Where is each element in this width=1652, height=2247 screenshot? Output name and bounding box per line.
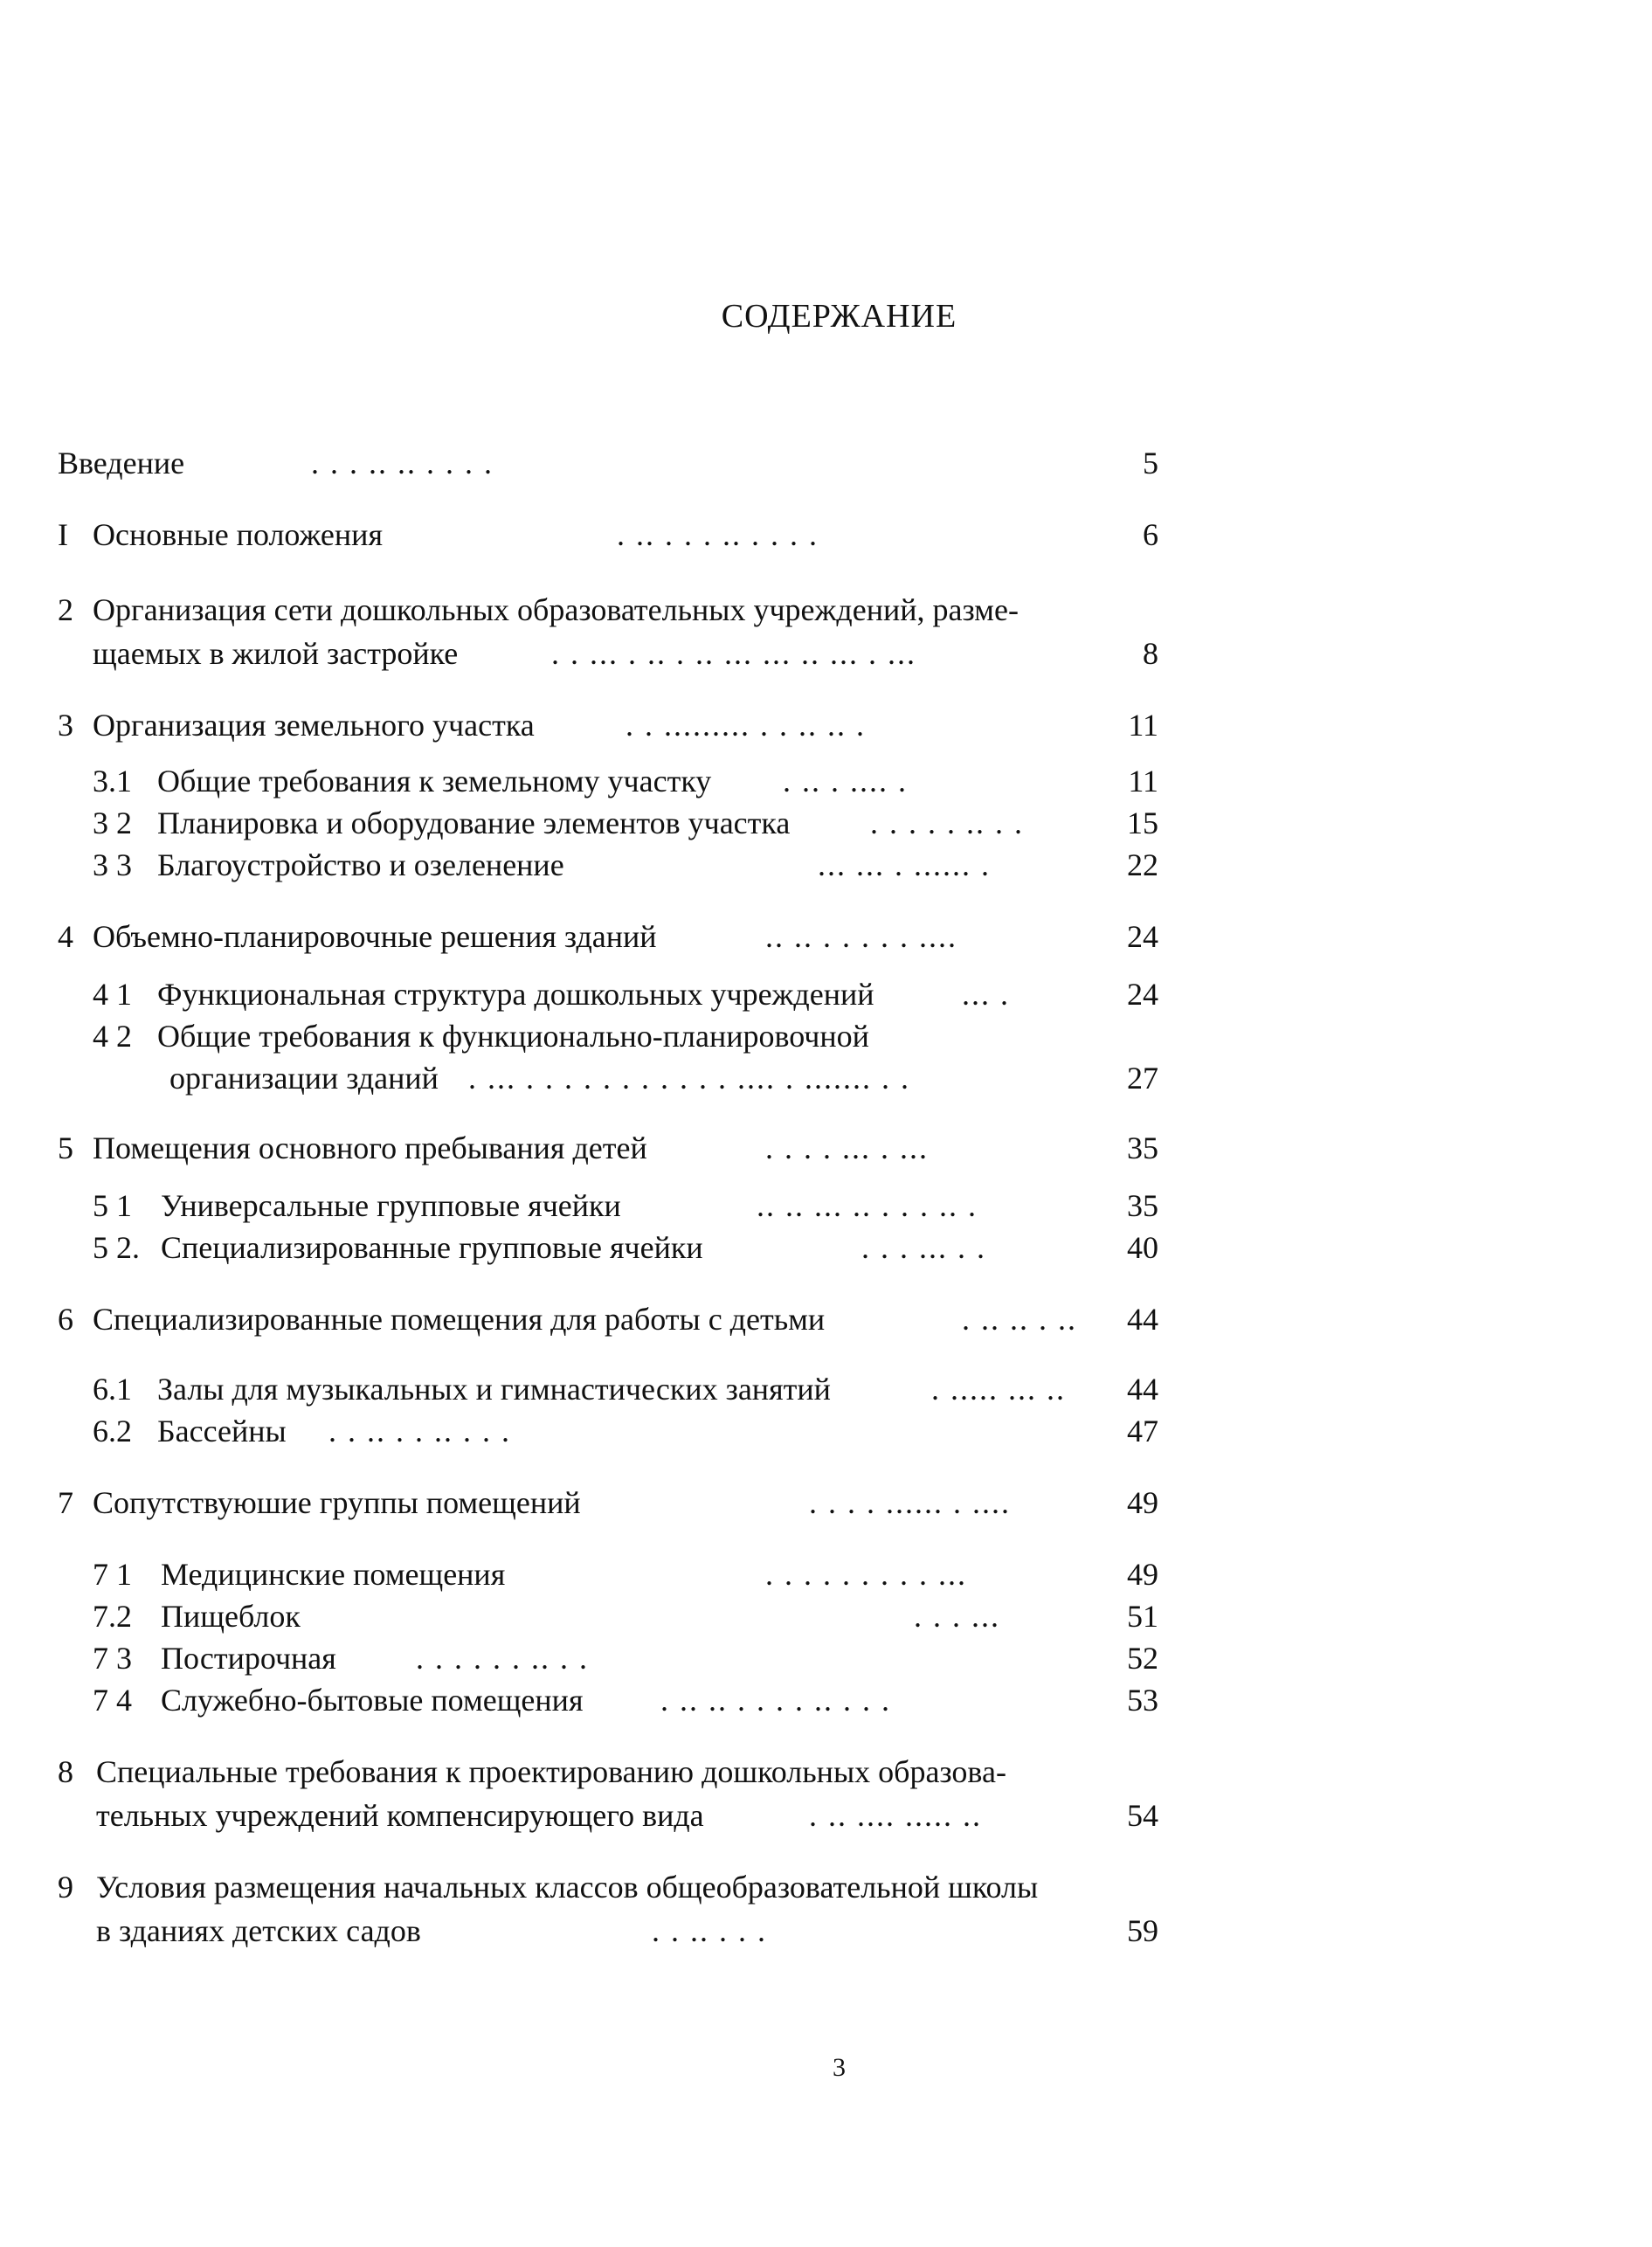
toc-entry-number: I <box>58 517 68 552</box>
toc-entry-text: Залы для музыкальных и гимнастических занятий <box>157 1372 831 1407</box>
toc-entry-page: 49 <box>1127 1557 1158 1592</box>
toc-entry-text: Планировка и оборудование элементов участка <box>157 805 791 840</box>
toc-entry[interactable] <box>58 1483 1176 1522</box>
toc-entry[interactable] <box>58 804 1176 842</box>
toc-entry-page: 8 <box>1143 636 1158 671</box>
toc-entry[interactable] <box>58 846 1176 884</box>
toc-entry[interactable] <box>58 1129 1176 1167</box>
toc-entry-number: 3.1 <box>93 764 132 799</box>
toc-entry-number: 4 1 <box>93 977 132 1012</box>
toc-entry-page: 47 <box>1127 1414 1158 1448</box>
toc-entry-text: Бассейны <box>157 1414 287 1448</box>
toc-entry-leader: . . . . . . . . . ... <box>765 1557 967 1592</box>
toc-entry-text: Функциональная структура дошкольных учреждений <box>157 977 874 1012</box>
toc-entry[interactable] <box>58 1681 1176 1719</box>
toc-entry-text: Помещения основного пребывания детей <box>93 1130 647 1165</box>
toc-entry-text: Введение <box>58 446 185 481</box>
toc-entry-number: 2 <box>58 592 73 627</box>
toc-entry[interactable] <box>58 1753 1176 1791</box>
toc-entry-page: 22 <box>1127 847 1158 882</box>
toc-entry-page: 44 <box>1127 1372 1158 1407</box>
toc-entry-text: Универсальные групповые ячейки <box>161 1188 621 1223</box>
toc-entry-text: Условия размещения начальных классов общеобразовательной школы <box>96 1870 1039 1905</box>
toc-entry-number: 7 1 <box>93 1557 132 1592</box>
toc-entry-text: Специализированные групповые ячейки <box>161 1230 703 1265</box>
toc-entry-number: 3 <box>58 708 73 743</box>
toc-entry-page: 35 <box>1127 1188 1158 1223</box>
toc-entry-text: Благоустройство и озеленение <box>157 847 564 882</box>
toc-entry-continuation[interactable] <box>58 634 1176 673</box>
toc-entry-number: 9 <box>58 1870 73 1905</box>
toc-entry-text: Основные положения <box>93 517 383 552</box>
toc-entry-leader: . .. .. . .. <box>962 1302 1077 1337</box>
toc-entry-text: в зданиях детских садов <box>96 1913 421 1948</box>
toc-entry-leader: .. .. ... .. . . . .. . <box>757 1188 978 1223</box>
toc-entry-number: 3 2 <box>93 805 132 840</box>
toc-entry-page: 49 <box>1127 1485 1158 1520</box>
toc-entry-continuation[interactable] <box>58 1059 1176 1097</box>
toc-entry-page: 11 <box>1128 764 1158 799</box>
toc-entry-number: 5 1 <box>93 1188 132 1223</box>
toc-entry-page: 59 <box>1127 1913 1158 1948</box>
toc-entry-number: 5 <box>58 1130 73 1165</box>
toc-entry-page: 24 <box>1127 977 1158 1012</box>
toc-entry-text: Пищеблок <box>161 1599 301 1634</box>
toc-entry-leader: . . . .. .. . . . . <box>311 446 494 481</box>
toc-entry-page: 6 <box>1143 517 1158 552</box>
toc-entry[interactable] <box>58 1370 1176 1408</box>
toc-entry-leader: ... ... . ...... . <box>818 847 991 882</box>
toc-entry-number: 8 <box>58 1754 73 1789</box>
toc-entry-leader: . . . . . . .. . . <box>416 1641 589 1676</box>
toc-entry-number: 7 3 <box>93 1641 132 1676</box>
toc-entry-page: 24 <box>1127 919 1158 954</box>
toc-entry-leader: . . ......... . . .. .. . <box>626 708 866 743</box>
toc-entry-text: Общие требования к земельному участку <box>157 764 712 799</box>
toc-entry[interactable] <box>58 1228 1176 1267</box>
toc-entry[interactable] <box>58 1017 1176 1055</box>
toc-entry-leader: . . . . . .. . . <box>870 805 1024 840</box>
toc-entry-number: 4 2 <box>93 1019 132 1054</box>
toc-entry-text: Организация земельного участка <box>93 708 535 743</box>
toc-entry-leader: . . . . ... . ... <box>765 1130 929 1165</box>
toc-entry[interactable] <box>58 591 1176 629</box>
toc-entry-text: Организация сети дошкольных образовательных учреждений, разме- <box>93 592 1019 627</box>
toc-entry-leader: . .. . .... . <box>783 764 908 799</box>
toc-entry-page: 54 <box>1127 1798 1158 1833</box>
toc-entry-leader: . . . ... <box>914 1599 1000 1634</box>
toc-entry-leader: . .. . . . .. . . . . <box>617 517 819 552</box>
toc-entry[interactable] <box>58 1597 1176 1635</box>
toc-entry-leader: . . .. . . . <box>652 1913 767 1948</box>
toc-entry-page: 15 <box>1127 805 1158 840</box>
toc-entry-text: щаемых в жилой застройке <box>93 636 459 671</box>
toc-entry[interactable] <box>58 1186 1176 1225</box>
toc-entry-page: 53 <box>1127 1683 1158 1718</box>
toc-entry-text: Сопутствуюшие группы помещений <box>93 1485 581 1520</box>
toc-entry-number: 3 3 <box>93 847 132 882</box>
toc-entry-page: 51 <box>1127 1599 1158 1634</box>
toc-entry-page: 52 <box>1127 1641 1158 1676</box>
toc-entry-leader: . . .. . . .. . . . <box>328 1414 511 1448</box>
toc-entry-number: 4 <box>58 919 73 954</box>
toc-entry-leader: . ... . . . . . . . . . . . .... . ....... . . <box>468 1061 910 1096</box>
toc-entry-number: 6.1 <box>93 1372 132 1407</box>
toc-entry-text: Специальные требования к проектированию дошкольных образова- <box>96 1754 1006 1789</box>
toc-entry-page: 40 <box>1127 1230 1158 1265</box>
toc-entry-leader: . .. .. . . . . .. . . . <box>660 1683 891 1718</box>
toc-entry-number: 7 <box>58 1485 73 1520</box>
toc-entry[interactable] <box>58 762 1176 800</box>
toc-entry[interactable] <box>58 1300 1176 1338</box>
toc-entry[interactable] <box>58 706 1176 744</box>
toc-entry-leader: . . . . ...... . .... <box>809 1485 1011 1520</box>
toc-entry[interactable] <box>58 1412 1176 1450</box>
toc-entry-text: Медицинские помещения <box>161 1557 506 1592</box>
toc-entry-leader: . . . ... . . <box>861 1230 986 1265</box>
toc-entry-page: 27 <box>1127 1061 1158 1096</box>
toc-entry-continuation[interactable] <box>58 1796 1176 1835</box>
toc-entry-page: 11 <box>1128 708 1158 743</box>
toc-entry-text: тельных учреждений компенсирующего вида <box>96 1798 704 1833</box>
page-number: 3 <box>833 2053 846 2082</box>
toc-entry[interactable] <box>58 515 1176 554</box>
toc-entry[interactable] <box>58 1868 1176 1906</box>
toc-entry-text: Постирочная <box>161 1641 336 1676</box>
toc-entry-leader: .. .. . . . . . .... <box>765 919 957 954</box>
toc-entry-continuation[interactable] <box>58 1912 1176 1950</box>
toc-entry-text: Объемно-планировочные решения зданий <box>93 919 657 954</box>
toc-entry-text: Общие требования к функционально-планировочной <box>157 1019 869 1054</box>
toc-entry-leader: . .. .... ..... .. <box>809 1798 982 1833</box>
toc-entry-text: Специализированные помещения для работы с детьми <box>93 1302 826 1337</box>
toc-entry[interactable] <box>58 975 1176 1013</box>
toc-entry-leader: ... . <box>962 977 1010 1012</box>
toc-entry-leader: . . ... . .. . .. ... ... .. ... . ... <box>551 636 916 671</box>
page-title: СОДЕРЖАНИЕ <box>721 298 957 335</box>
toc-entry-page: 44 <box>1127 1302 1158 1337</box>
toc-entry[interactable] <box>58 444 1176 482</box>
toc-entry-number: 5 2. <box>93 1230 140 1265</box>
toc-entry-page: 35 <box>1127 1130 1158 1165</box>
toc-entry-page: 5 <box>1143 446 1158 481</box>
toc-entry[interactable] <box>58 1639 1176 1677</box>
toc-entry-number: 7.2 <box>93 1599 132 1634</box>
toc-entry[interactable] <box>58 1555 1176 1594</box>
toc-entry-text: организации зданий <box>169 1061 439 1096</box>
toc-entry-number: 6 <box>58 1302 73 1337</box>
toc-entry[interactable] <box>58 917 1176 956</box>
toc-entry-number: 6.2 <box>93 1414 132 1448</box>
toc-entry-leader: . ..... ... .. <box>931 1372 1066 1407</box>
toc-entry-text: Служебно-бытовые помещения <box>161 1683 584 1718</box>
toc-entry-number: 7 4 <box>93 1683 132 1718</box>
